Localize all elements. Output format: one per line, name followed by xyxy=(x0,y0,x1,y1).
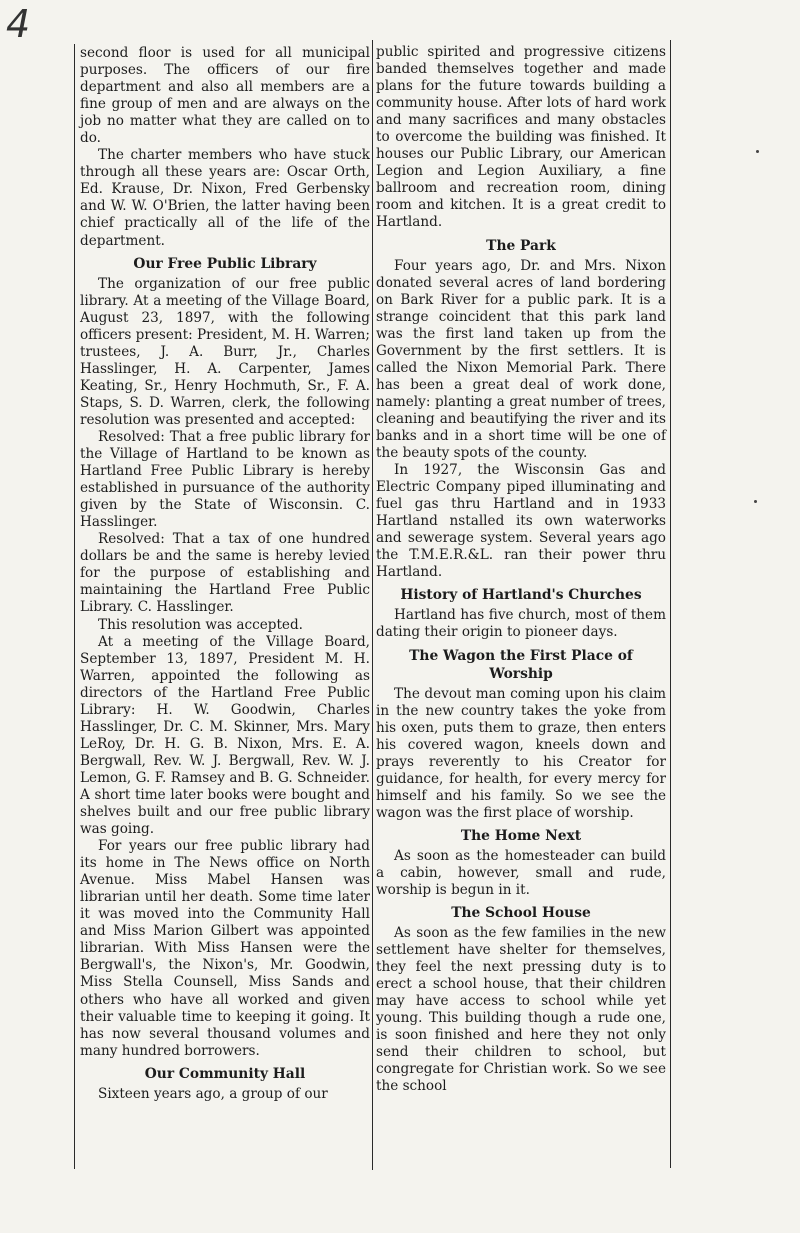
paragraph: second floor is used for all municipal purposes. The officers of our fire department and also all members are a fine group of men and are always on the job no matter what they are called on to do. xyxy=(80,45,370,147)
paragraph: As soon as the few families in the new settlement have shelter for themselves, they feel the next pressing duty is to erect a school house, that their children may have access to school while yet young. This building though a rude one, is soon finished and here they not only send their children to school, but congregate for Christian work. So we see the school xyxy=(376,925,666,1095)
section-heading-home: The Home Next xyxy=(460,827,582,844)
paragraph: This resolution was accepted. xyxy=(98,616,303,633)
section-heading-library: Our Free Public Library xyxy=(133,255,317,272)
paragraph: Four years ago, Dr. and Mrs. Nixon donated several acres of land bordering on Bark River for a public park. It is a strange coincident that this park land was the first land taken up from the Government by the first settlers. It is called the Nixon Memorial Park. There has been a great deal of work done, namely: planting a great number of trees, cleaning and beautifying the river and its banks and in a short time will be one of the beauty spots of the county. xyxy=(376,257,666,462)
section-heading-churches: History of Hartland's Churches xyxy=(400,587,642,604)
paragraph: The charter members who have stuck through all these years are: Oscar Orth, Ed. Krause, Dr. Nixon, Fred Gerbensky and W. W. O'Brien, the latter having been chief practically all of the life of the department. xyxy=(80,147,370,249)
paragraph: Hartland has five church, most of them dating their origin to pioneer days. xyxy=(376,607,666,641)
paragraph: The organization of our free public library. At a meeting of the Village Board, August 23, 1897, with the following officers present: President, M. H. Warren; trustees, J. A. Burr, Jr., Charles Hasslinger, H. A. Carpenter, James Keating, Sr., Henry Hochmuth, Sr., F. A. Staps, S. D. Warren, clerk, the following resolution was presented and accepted: xyxy=(80,275,370,428)
page-number: 4 xyxy=(6,2,31,46)
paragraph: The devout man coming upon his claim in the new country takes the yoke from his oxen, puts them to graze, then enters his covered wagon, kneels down and prays reverently to his Creator for guidance, for health, for every mercy for himself and his family. So we see the wagon was the first place of worship. xyxy=(376,685,666,821)
left-column xyxy=(80,45,370,1103)
left-margin-rule xyxy=(74,44,75,1169)
paragraph: Resolved: That a free public library for the Village of Hartland to be known as Hartland Free Public Library is hereby established in pursuance of the authority given by the State of Wisconsin. C. Hasslinger. xyxy=(80,428,370,531)
paragraph: Resolved: That a tax of one hundred dollars be and the same is hereby levied for the purpose of establishing and maintaining the Hartland Free Public Library. C. Hasslinger. xyxy=(80,531,370,616)
section-heading-school: The School House xyxy=(451,905,591,922)
section-heading-community-hall: Our Community Hall xyxy=(144,1065,306,1082)
margin-speck xyxy=(754,500,757,503)
margin-speck xyxy=(756,150,759,153)
section-heading-wagon: The Wagon the First Place of Worship xyxy=(409,647,633,682)
paragraph: At a meeting of the Village Board, September 13, 1897, President M. H. Warren, appointed the following as directors of the Hartland Free Public Library: H. W. Goodwin, Charles Hasslinger, Dr. C. M. Skinner, Mrs. Mary LeRoy, Dr. H. G. B. Nixon, Mrs. E. A. Bergwall, Rev. W. J. Bergwall, Rev. W. J. Lemon, G. F. Ramsey and B. G. Schneider. A short time later books were bought and shelves built and our free public library was going. xyxy=(80,633,370,838)
column-divider-rule xyxy=(372,40,373,1170)
paragraph: In 1927, the Wisconsin Gas and Electric Company piped illuminating and fuel gas thru Hartland and in 1933 Hartland nstalled its own waterworks and sewerage system. Several years ago the T.M.E.R.&L. ran their power thru Hartland. xyxy=(376,462,666,581)
paragraph: public spirited and progressive citizens banded themselves together and made plans for the future towards building a community house. After lots of hard work and many sacrifices and many obstacles to overcome the building was finished. It houses our Public Library, our American Legion and Legion Auxiliary, a fine ballroom and recreation room, dining room and kitchen. It is a great credit to Hartland. xyxy=(376,44,666,231)
paragraph: Sixteen years ago, a group of our xyxy=(98,1085,328,1102)
section-heading-park: The Park xyxy=(486,237,556,254)
right-margin-rule xyxy=(670,40,671,1168)
paragraph: As soon as the homesteader can build a cabin, however, small and rude, worship is begun in it. xyxy=(376,847,666,898)
right-column xyxy=(376,44,666,1095)
paragraph: For years our free public library had its home in The News office on North Avenue. Miss Mabel Hansen was librarian until her death. Some time later it was moved into the Community Hall and Miss Marion Gilbert was appointed librarian. With Miss Hansen were the Bergwall's, the Nixon's, Mr. Goodwin, Miss Stella Counsell, Miss Sands and others who have all worked and given their valuable time to keeping it going. It has now several thousand volumes and many hundred borrowers. xyxy=(80,838,370,1059)
